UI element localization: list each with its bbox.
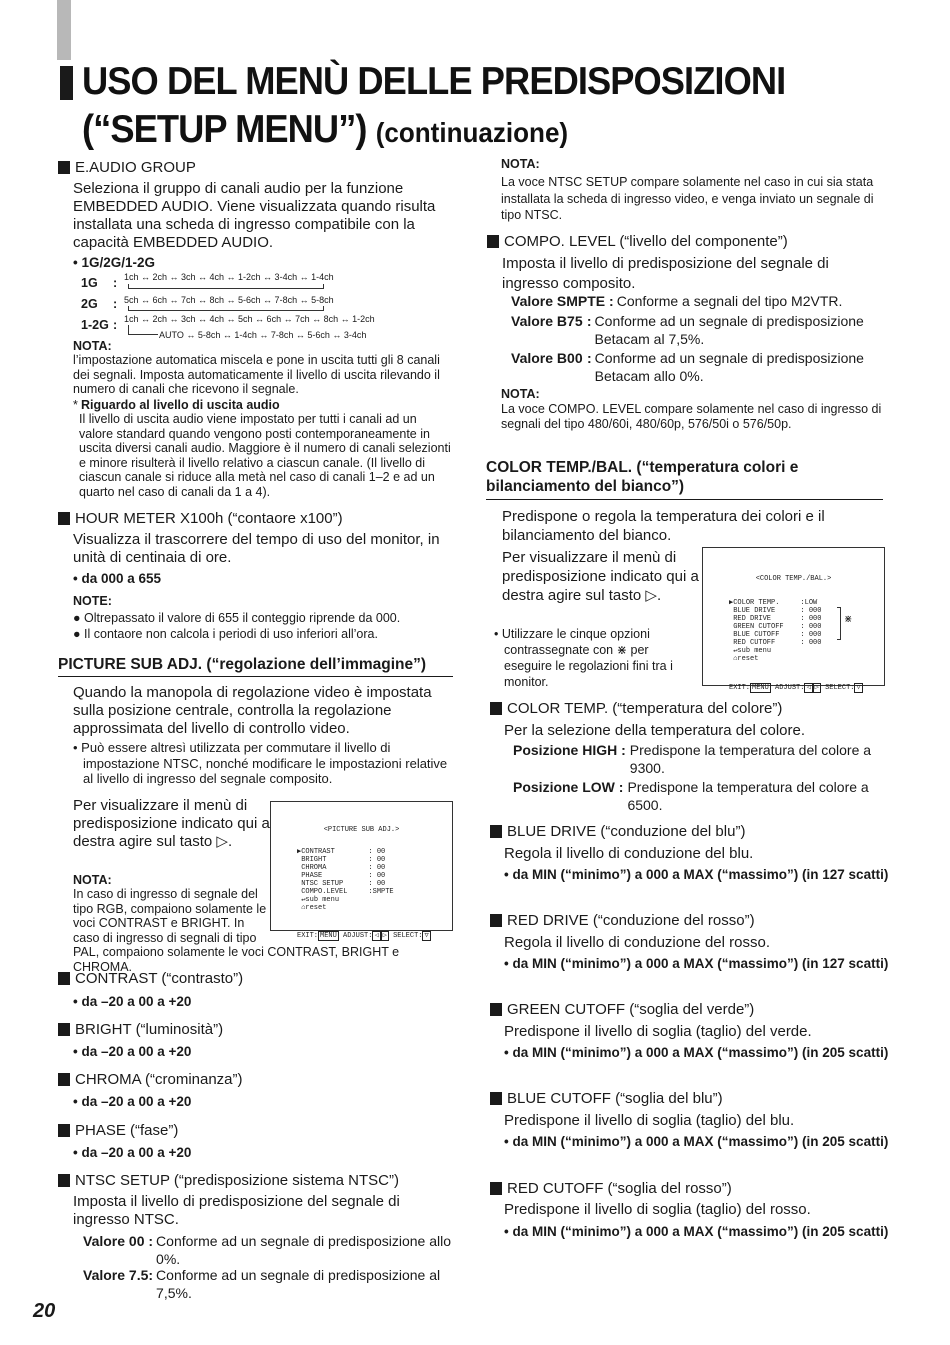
chain-1g: 1ch ↔ 2ch ↔ 3ch ↔ 4ch ↔ 1-2ch ↔ 3-4ch ↔ 1-4ch	[124, 272, 334, 282]
heading-blue-cutoff: BLUE CUTOFF (“soglia del blu”)	[490, 1090, 723, 1108]
compo-value-b75: Valore B75 : Conforme ad un segnale di predisposizione Betacam al 7,5%.	[511, 313, 864, 347]
picture-sub-nota-text-b: PAL, compaiono solamente le voci CONTRAST, BRIGHT e CHROMA.	[73, 945, 400, 974]
ntsc-nota-text: La voce NTSC SETUP compare solamente nel caso in cui sia stata installata la scheda di ingresso video, e venga inviato un segnale di tipo NTSC.	[501, 175, 874, 222]
hour-meter-note-2: ● Il contaore non calcola i periodi di uso inferiori all’ora.	[73, 627, 378, 641]
heading-green-cutoff: GREEN CUTOFF (“soglia del verde”)	[490, 1001, 754, 1019]
color-temp-description: Per la selezione della temperatura del colore.	[504, 722, 806, 739]
eaudio-nota-label: NOTA:	[73, 339, 112, 353]
blue-cutoff-range: • da MIN (“minimo”) a 000 a MAX (“massimo”) (in 205 scatti)	[504, 1134, 889, 1149]
screen-footer: EXIT: MENU ADJUST: ◁ ▷ SELECT: ▽	[297, 932, 429, 940]
hour-meter-note-1: ● Oltrepassato il valore di 655 il conteggio riprende da 000.	[73, 611, 401, 625]
page-tab-marker	[57, 0, 71, 60]
page-title: USO DEL MENÙ DELLE PREDISPOSIZIONI	[82, 60, 786, 103]
screen-menu-items: ▶COLOR TEMP. :LOW BLUE DRIVE : 000 RED DRIVE : 000 GREEN CUTOFF : 000 BLUE CUTOFF : 000 RED CUTOFF : 000 ↵sub menu ⌂reset ⋇	[729, 599, 853, 663]
compo-value-smpte: Valore SMPTE : Conforme a segnali del tipo M2VTR.	[511, 293, 843, 309]
green-cutoff-description: Predispone il livello di soglia (taglio) del verde.	[504, 1023, 812, 1040]
chain-1-2g-bottom: AUTO ↔ 5-8ch ↔ 1-4ch ↔ 7-8ch ↔ 5-6ch ↔ 3-4ch	[159, 330, 367, 340]
picture-sub-visual-instructions: Per visualizzare il menù di predisposizione indicato qui a destra agire sul tasto ▷.	[73, 797, 270, 850]
picture-sub-nota-text-a: In caso di ingresso di segnale del tipo RGB, compaiono solamente le voci CONTRAST e BRIGHT. In caso di ingresso di segnali di tipo	[73, 887, 267, 945]
ntsc-setup-description: Imposta il livello di predisposizione del segnale di ingresso NTSC.	[73, 1193, 400, 1228]
loop-arrow-1g	[128, 284, 324, 289]
red-cutoff-range: • da MIN (“minimo”) a 000 a MAX (“massimo”) (in 205 scatti)	[504, 1224, 889, 1239]
chain-2g: 5ch ↔ 6ch ↔ 7ch ↔ 8ch ↔ 5-6ch ↔ 7-8ch ↔ 5-8ch	[124, 295, 334, 305]
screen-footer: EXIT: MENU ADJUST: ◁ ▷ SELECT: ▽	[729, 684, 861, 692]
loop-arrow-2g	[128, 306, 324, 311]
chroma-range: • da –20 a 00 a +20	[73, 1094, 192, 1109]
phase-range: • da –20 a 00 a +20	[73, 1145, 192, 1160]
blue-drive-description: Regola il livello di conduzione del blu.	[504, 845, 754, 862]
compo-nota-label: NOTA:	[501, 387, 540, 401]
audio-level-heading: Riguardo al livello di uscita audio	[81, 398, 280, 412]
heading-color-temp: COLOR TEMP. (“temperatura del colore”)	[490, 700, 782, 718]
page-title-line2	[82, 110, 568, 149]
contrast-range: • da –20 a 00 a +20	[73, 994, 192, 1009]
picture-sub-description: Quando la manopola di regolazione video è impostata sulla posizione centrale, controlla la regolazione approssimata del livello di controllo video.	[73, 684, 432, 737]
row-label-1g: 1G	[81, 276, 98, 290]
color-temp-bal-screen	[702, 547, 885, 692]
color-temp-high: Posizione HIGH : Predispone la temperatura del colore a 9300.	[513, 742, 872, 776]
red-drive-description: Regola il livello di conduzione del rosso.	[504, 934, 770, 951]
picture-sub-bullet: • Può essere altresì utilizzata per commutare il livello di impostazione NTSC, nonché modificare le impostazioni relative al livello di ingresso del segnale composito.	[73, 740, 448, 786]
ntsc-value-75: Valore 7.5: Conforme ad un segnale di predisposizione al 7,5%.	[83, 1267, 441, 1301]
bright-range: • da –20 a 00 a +20	[73, 1044, 192, 1059]
heading-phase: PHASE (“fase”)	[58, 1122, 178, 1140]
heading-ntsc-setup: NTSC SETUP (“predisposizione sistema NTSC”)	[58, 1172, 399, 1190]
heading-blue-drive: BLUE DRIVE (“conduzione del blu”)	[490, 823, 745, 841]
color-temp-low: Posizione LOW : Predispone la temperatura del colore a 6500.	[513, 779, 869, 813]
heading-red-cutoff: RED CUTOFF (“soglia del rosso”)	[490, 1180, 732, 1198]
eaudio-description: Seleziona il gruppo di canali audio per la funzione EMBEDDED AUDIO. Viene visualizzata quando risulta installata una scheda di ingresso compatibile con la capacità EMBEDDED AUDIO.	[73, 180, 436, 251]
heading-contrast: CONTRAST (“contrasto”)	[58, 970, 243, 988]
color-temp-visual-instructions: Per visualizzare il menù di predisposizione indicato qui a destra agire sul tasto ▷.	[502, 549, 699, 604]
asterisk-mark: *	[73, 398, 78, 412]
heading-compo-level: COMPO. LEVEL (“livello del componente”)	[487, 233, 788, 251]
heading-chroma: CHROMA (“crominanza”)	[58, 1071, 243, 1089]
page-number: 20	[33, 1300, 56, 1322]
audio-level-text: Il livello di uscita audio viene impostato per tutti i canali ad un valore standard quando vengono posti contemporaneamente in uscita diversi canali audio. Maggiore è il numero di canali selezionti e minore risulterà il livello relativo a ciascun canale. (Il livello di ciascun canale si riduce alla metà nel caso di canali 1–2 e ad un quarto nel caso di canali da 1 a 4).	[79, 412, 451, 499]
eaudio-nota-text: l’impostazione automatica miscela e pone in uscita tutti gli 8 canali dei segnali. Imposta automaticamente il livello di uscita rilevando il numero di canali che ricevono il segnale.	[73, 353, 440, 396]
compo-level-description: Imposta il livello di predisposizione del segnale di ingresso composito.	[502, 255, 829, 292]
row-colon: :	[113, 276, 118, 290]
ntsc-nota-label: NOTA:	[501, 157, 540, 171]
heading-red-drive: RED DRIVE (“conduzione del rosso”)	[490, 912, 755, 930]
red-drive-range: • da MIN (“minimo”) a 000 a MAX (“massimo”) (in 127 scatti)	[504, 956, 889, 971]
red-cutoff-description: Predispone il livello di soglia (taglio) del rosso.	[504, 1201, 811, 1218]
hour-meter-description: Visualizza il trascorrere del tempo di uso del monitor, in unità di centinaia di ore.	[73, 531, 440, 566]
heading-eaudio-group: E.AUDIO GROUP	[58, 159, 196, 177]
picture-sub-nota-label: NOTA:	[73, 873, 112, 887]
picture-sub-adj-screen	[270, 801, 453, 940]
color-temp-fine-adjust-bullet: • Utilizzare le cinque opzioni contrassegnate con ⋇ per eseguire le regolazioni fini tra i monitor.	[494, 627, 673, 689]
hour-meter-range: • da 000 a 655	[73, 571, 162, 586]
row-colon: :	[113, 318, 118, 332]
loop-arrow-1-2g	[128, 334, 158, 335]
page-title-setup: (“SETUP MENU”)	[82, 108, 367, 151]
eaudio-options: • 1G/2G/1-2G	[73, 255, 156, 270]
row-label-2g: 2G	[81, 297, 98, 311]
heading-hour-meter: HOUR METER X100h (“contaore x100”)	[58, 510, 343, 528]
color-temp-bal-description: Predispone o regola la temperatura dei colori e il bilanciamento del bianco.	[502, 508, 825, 544]
compo-nota-text: La voce COMPO. LEVEL compare solamente nel caso di ingresso di segnali del tipo 480/60i, 480/60p, 576/50i o 576/50p.	[501, 402, 882, 431]
blue-cutoff-description: Predispone il livello di soglia (taglio) del blu.	[504, 1112, 795, 1129]
page-title-continuation: (continuazione)	[375, 117, 569, 148]
chain-1-2g-top: 1ch ↔ 2ch ↔ 3ch ↔ 4ch ↔ 5ch ↔ 6ch ↔ 7ch ↔ 8ch ↔ 1-2ch	[124, 314, 375, 324]
blue-drive-range: • da MIN (“minimo”) a 000 a MAX (“massimo”) (in 127 scatti)	[504, 867, 889, 882]
screen-title: <COLOR TEMP./BAL.>	[755, 575, 832, 583]
section-color-temp-bal: COLOR TEMP./BAL. (“temperatura colori e bilanciamento del bianco”)	[486, 458, 883, 500]
green-cutoff-range: • da MIN (“minimo”) a 000 a MAX (“massimo”) (in 205 scatti)	[504, 1045, 889, 1060]
row-colon: :	[113, 297, 118, 311]
heading-bright: BRIGHT (“luminosità”)	[58, 1021, 223, 1039]
compo-value-b00: Valore B00 : Conforme ad un segnale di predisposizione Betacam allo 0%.	[511, 350, 864, 384]
title-marker	[60, 66, 73, 100]
screen-title: <PICTURE SUB ADJ.>	[323, 826, 400, 834]
ntsc-value-00: Valore 00 : Conforme ad un segnale di predisposizione allo 0%.	[83, 1233, 452, 1267]
hour-meter-note-label: NOTE:	[73, 594, 112, 608]
section-picture-sub-adj: PICTURE SUB ADJ. (“regolazione dell’immagine”)	[58, 655, 453, 677]
fine-adjust-mark-icon: ⋇	[844, 615, 853, 626]
screen-menu-items: ▶CONTRAST : 00 BRIGHT : 00 CHROMA : 00 PHASE : 00 NTSC SETUP : 00 COMPO.LEVEL :SMPTE ↵sub menu ⌂reset	[297, 848, 394, 912]
row-label-1-2g: 1-2G	[81, 318, 109, 332]
